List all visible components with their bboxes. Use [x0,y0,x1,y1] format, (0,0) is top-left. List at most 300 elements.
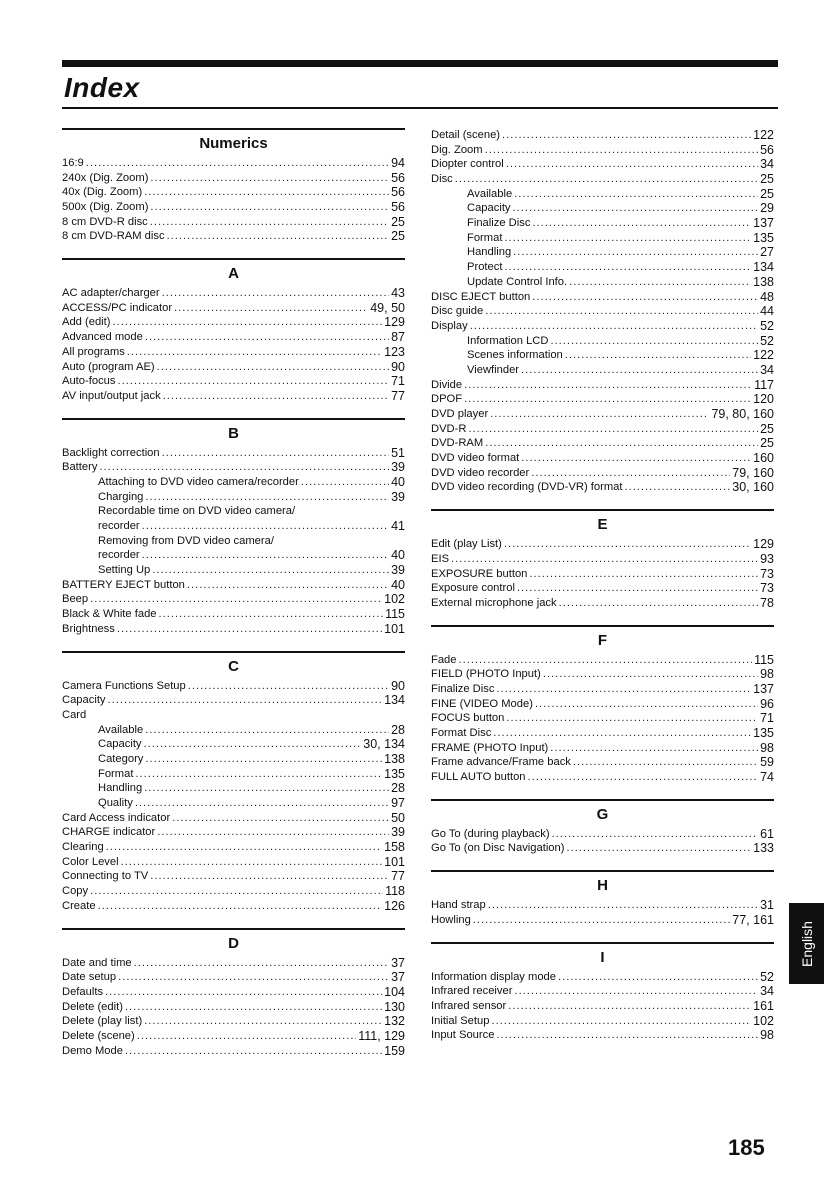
index-entry [431,172,774,187]
entry-page: 129 [384,315,405,330]
section-heading: G [596,805,609,823]
index-entry [62,389,405,404]
entry-term: Available [467,187,513,200]
entry-page: 51 [391,445,405,460]
dot-leader [573,755,758,770]
dot-leader [159,607,384,622]
top-rule [62,60,778,67]
dot-leader [105,985,382,1000]
index-entry [62,708,405,723]
index-entry [431,697,774,712]
dot-leader [127,345,382,360]
dot-leader [624,480,730,495]
index-entry [62,460,405,475]
index-entry [62,286,405,301]
dot-leader [451,552,758,567]
entry-page: 74 [760,770,774,785]
dot-leader [113,315,383,330]
index-entry [431,392,774,407]
entry-page: 135 [753,726,774,741]
entry-term: EXPOSURE button [431,567,528,580]
index-entry [431,567,774,582]
dot-leader [125,1044,382,1059]
entry-page: 40 [391,474,405,489]
entry-page: 78 [760,595,774,610]
section-divider [431,799,774,801]
entry-term: Format [98,767,134,780]
index-entry [62,870,405,885]
entry-term: Go To (on Disc Navigation) [431,842,565,855]
dot-leader [485,304,758,319]
index-entry [62,345,405,360]
section-heading: D [228,934,239,952]
index-entry [62,548,405,563]
index-entry [431,216,774,231]
dot-leader [558,970,758,985]
dot-leader [470,319,758,334]
entry-term: recorder [98,520,140,533]
entry-term: Fade [431,653,457,666]
index-entry [62,593,405,608]
entry-page: 25 [760,421,774,436]
entry-term: FIELD (PHOTO Input) [431,668,541,681]
dot-leader [531,466,730,481]
index-entry [62,693,405,708]
entry-term: External microphone jack [431,596,557,609]
dot-leader [552,827,759,842]
dot-leader [513,201,759,216]
dot-leader [142,519,389,534]
dot-leader [145,330,389,345]
entry-term: Recordable time on DVD video camera/ [98,505,296,518]
index-entry [62,679,405,694]
entry-term: Auto (program AE) [62,360,155,373]
index-entry [62,855,405,870]
section-divider [62,651,405,653]
entry-term: Frame advance/Frame back [431,756,571,769]
entry-term: Hand strap [431,899,486,912]
entry-page: 61 [760,826,774,841]
index-section [62,928,405,1059]
dot-leader [117,622,382,637]
entry-page: 101 [384,621,405,636]
index-entry [431,898,774,913]
entry-term: Available [98,723,144,736]
index-entry [62,171,405,186]
dot-leader [506,711,758,726]
entry-page: 132 [384,1014,405,1029]
entry-term: DVD player [431,408,489,421]
dot-leader [529,567,758,582]
index-entry [431,596,774,611]
index-entry [62,534,405,549]
entry-term: Exposure control [431,582,515,595]
entry-term: Advanced mode [62,331,143,344]
entry-page: 115 [754,652,774,667]
entry-term: FULL AUTO button [431,771,526,784]
index-entry [431,246,774,261]
entry-term: Defaults [62,985,104,998]
dot-leader [508,999,751,1014]
entry-page: 43 [391,286,405,301]
entry-page: 126 [384,898,405,913]
entry-page: 25 [391,214,405,229]
entry-term: Format Disc [431,727,492,740]
entry-page: 59 [760,755,774,770]
dot-leader [150,200,389,215]
dot-leader [99,460,389,475]
entry-page: 97 [391,796,405,811]
index-entry [431,755,774,770]
entry-term: 8 cm DVD-R disc [62,215,148,228]
dot-leader [488,898,758,913]
entry-term: Update Control Info. [467,275,568,288]
index-entry [62,1014,405,1029]
index-entry [431,348,774,363]
index-entry [431,290,774,305]
entry-term: Card [62,708,87,721]
dot-leader [514,984,758,999]
entry-page: 160 [753,451,774,466]
index-entry [62,825,405,840]
dot-leader [150,171,389,186]
index-entry [431,201,774,216]
entry-page: 28 [391,722,405,737]
section-divider [62,258,405,260]
index-entry [62,956,405,971]
entry-page: 134 [384,693,405,708]
dot-leader [125,1000,382,1015]
entry-page: 56 [391,200,405,215]
entry-page: 39 [391,489,405,504]
entry-term: Battery [62,461,98,474]
dot-leader [162,286,389,301]
entry-page: 34 [760,984,774,999]
entry-page: 130 [384,999,405,1014]
entry-term: FOCUS button [431,712,505,725]
entry-page: 94 [391,155,405,170]
entry-page: 111, 129 [358,1028,405,1043]
index-entry [431,128,774,143]
index-section [431,128,774,495]
entry-page: 129 [753,537,774,552]
index-entry [431,682,774,697]
index-section [62,651,405,914]
index-entry [431,741,774,756]
entry-page: 93 [760,551,774,566]
page-number: 185 [728,1135,765,1160]
dot-leader [532,290,758,305]
entry-page: 79, 160 [732,465,774,480]
entry-page: 50 [391,810,405,825]
entry-page: 87 [391,330,405,345]
index-entry [431,970,774,985]
index-entry [431,984,774,999]
section-heading: F [597,631,608,649]
index-entry [431,653,774,668]
entry-page: 77 [391,388,405,403]
entry-term: AC adapter/charger [62,287,160,300]
dot-leader [506,157,758,172]
dot-leader [521,451,751,466]
index-entry [62,185,405,200]
entry-term: Brightness [62,622,115,635]
entry-term: Information LCD [467,334,549,347]
entry-term: Display [431,319,468,332]
dot-leader [504,231,751,246]
entry-term: Black & White fade [62,608,157,621]
index-entry [431,667,774,682]
dot-leader [135,796,389,811]
section-divider [431,942,774,944]
index-entry [62,1000,405,1015]
title-divider [62,107,778,109]
entry-term: Edit (play List) [431,538,502,551]
entry-term: CHARGE indicator [62,826,156,839]
entry-term: Initial Setup [431,1014,490,1027]
index-entry [62,811,405,826]
entry-page: 39 [391,563,405,578]
entry-term: ACCESS/PC indicator [62,301,173,314]
index-entry [62,200,405,215]
dot-leader [86,156,389,171]
index-section [431,942,774,1043]
entry-page: 137 [753,216,774,231]
dot-leader [504,537,751,552]
index-entry [431,999,774,1014]
entry-page: 31 [760,898,774,913]
entry-term: All programs [62,345,125,358]
entry-page: 30, 134 [363,737,405,752]
entry-page: 138 [753,274,774,289]
entry-term: FINE (VIDEO Mode) [431,697,533,710]
index-entry [62,607,405,622]
index-entry [62,578,405,593]
dot-leader [459,653,753,668]
entry-term: Date and time [62,956,132,969]
dot-leader [468,422,758,437]
dot-leader [145,723,389,738]
index-entry [62,563,405,578]
entry-page: 29 [760,201,774,216]
entry-page: 104 [384,984,405,999]
entry-term: DISC EJECT button [431,290,531,303]
entry-term: Input Source [431,1029,495,1042]
index-entry [431,1014,774,1029]
entry-page: 118 [385,884,405,899]
index-entry [431,537,774,552]
entry-term: Format [467,231,503,244]
entry-page: 25 [760,186,774,201]
entry-term: Divide [431,378,463,391]
entry-term: Scenes information [467,349,563,362]
entry-page: 122 [753,348,774,363]
dot-leader [162,446,389,461]
section-heading: H [597,877,608,895]
dot-leader [90,884,383,899]
index-section [431,799,774,856]
index-entry [62,1044,405,1059]
index-entry [431,481,774,496]
entry-page: 134 [753,260,774,275]
entry-page: 122 [753,127,774,142]
dot-leader [117,374,389,389]
entry-page: 25 [391,229,405,244]
entry-page: 39 [391,460,405,475]
index-entry [431,726,774,741]
index-entry [431,842,774,857]
entry-page: 73 [760,581,774,596]
entry-page: 56 [760,142,774,157]
entry-page: 102 [753,1013,774,1028]
entry-term: Viewfinder [467,363,520,376]
index-entry [62,970,405,985]
entry-page: 115 [385,607,405,622]
index-entry [431,260,774,275]
dot-leader [137,1029,356,1044]
dot-leader [550,334,758,349]
entry-term: DVD video recorder [431,466,530,479]
entry-term: Finalize Disc [431,682,495,695]
index-entry [431,304,774,319]
dot-leader [167,229,390,244]
entry-page: 52 [760,318,774,333]
entry-term: Color Level [62,855,119,868]
dot-leader [514,187,758,202]
index-entry [62,737,405,752]
index-entry [62,215,405,230]
entry-term: 240x (Dig. Zoom) [62,171,149,184]
entry-page: 39 [391,825,405,840]
entry-page: 90 [391,678,405,693]
entry-page: 117 [754,377,774,392]
dot-leader [496,682,751,697]
dot-leader [188,679,389,694]
entry-term: EIS [431,552,450,565]
entry-page: 56 [391,185,405,200]
section-divider [62,418,405,420]
entry-page: 161 [753,998,774,1013]
left-column [62,128,405,1072]
index-entry [62,490,405,505]
entry-term: Setting Up [98,564,151,577]
index-entry [431,319,774,334]
entry-term: Infrared sensor [431,999,507,1012]
index-entry [431,1028,774,1043]
entry-term: Quality [98,797,133,810]
entry-term: Handling [98,782,143,795]
dot-leader [491,1014,751,1029]
entry-page: 71 [391,374,405,389]
index-entry [62,767,405,782]
dot-leader [150,215,389,230]
entry-term: Auto-focus [62,375,116,388]
dot-leader [163,389,389,404]
entry-page: 101 [384,854,405,869]
index-entry [62,156,405,171]
entry-page: 49, 50 [370,300,405,315]
dot-leader [543,667,758,682]
index-entry [62,519,405,534]
index-entry [431,827,774,842]
index-section [431,625,774,785]
dot-leader [455,172,758,187]
entry-page: 133 [753,841,774,856]
index-entry [431,466,774,481]
entry-term: Demo Mode [62,1044,123,1057]
section-divider [62,128,405,130]
dot-leader [496,1028,758,1043]
dot-leader [535,697,758,712]
dot-leader [565,348,751,363]
index-entry [431,143,774,158]
dot-leader [187,578,389,593]
entry-term: Capacity [62,694,106,707]
index-section [431,509,774,610]
section-heading: A [228,265,239,283]
index-entry [62,899,405,914]
language-tab [789,903,824,984]
entry-page: 52 [760,333,774,348]
section-heading: I [600,948,605,966]
dot-leader [144,737,362,752]
index-entry [62,796,405,811]
page-title: Index [64,72,140,103]
entry-term: Connecting to TV [62,870,149,883]
entry-term: FRAME (PHOTO Input) [431,741,549,754]
dot-leader [569,275,751,290]
index-entry [431,334,774,349]
index-entry [62,723,405,738]
index-entry [62,985,405,1000]
entry-page: 73 [760,566,774,581]
dot-leader [513,245,758,260]
entry-term: Handling [467,246,512,259]
entry-term: 500x (Dig. Zoom) [62,201,149,214]
index-entry [62,781,405,796]
entry-page: 40 [391,548,405,563]
entry-page: 96 [760,696,774,711]
dot-leader [98,899,383,914]
dot-leader [490,407,709,422]
entry-page: 137 [753,681,774,696]
entry-page: 30, 160 [732,480,774,495]
entry-term: Dig. Zoom [431,143,483,156]
dot-leader [142,548,389,563]
entry-term: Category [98,752,144,765]
right-column [431,128,774,1057]
entry-term: DVD-RAM [431,437,484,450]
entry-page: 90 [391,359,405,374]
index-entry [431,187,774,202]
entry-page: 56 [391,170,405,185]
index-entry [62,840,405,855]
section-heading: E [597,516,608,534]
entry-term: Detail (scene) [431,128,501,141]
dot-leader [135,767,382,782]
dot-leader [464,378,752,393]
index-entry [431,711,774,726]
index-entry [431,363,774,378]
entry-term: Protect [467,261,503,274]
entry-page: 159 [384,1043,405,1058]
index-entry [431,157,774,172]
entry-page: 37 [391,955,405,970]
entry-page: 27 [760,245,774,260]
entry-term: Diopter control [431,158,504,171]
entry-page: 34 [760,157,774,172]
entry-term: Disc guide [431,305,484,318]
